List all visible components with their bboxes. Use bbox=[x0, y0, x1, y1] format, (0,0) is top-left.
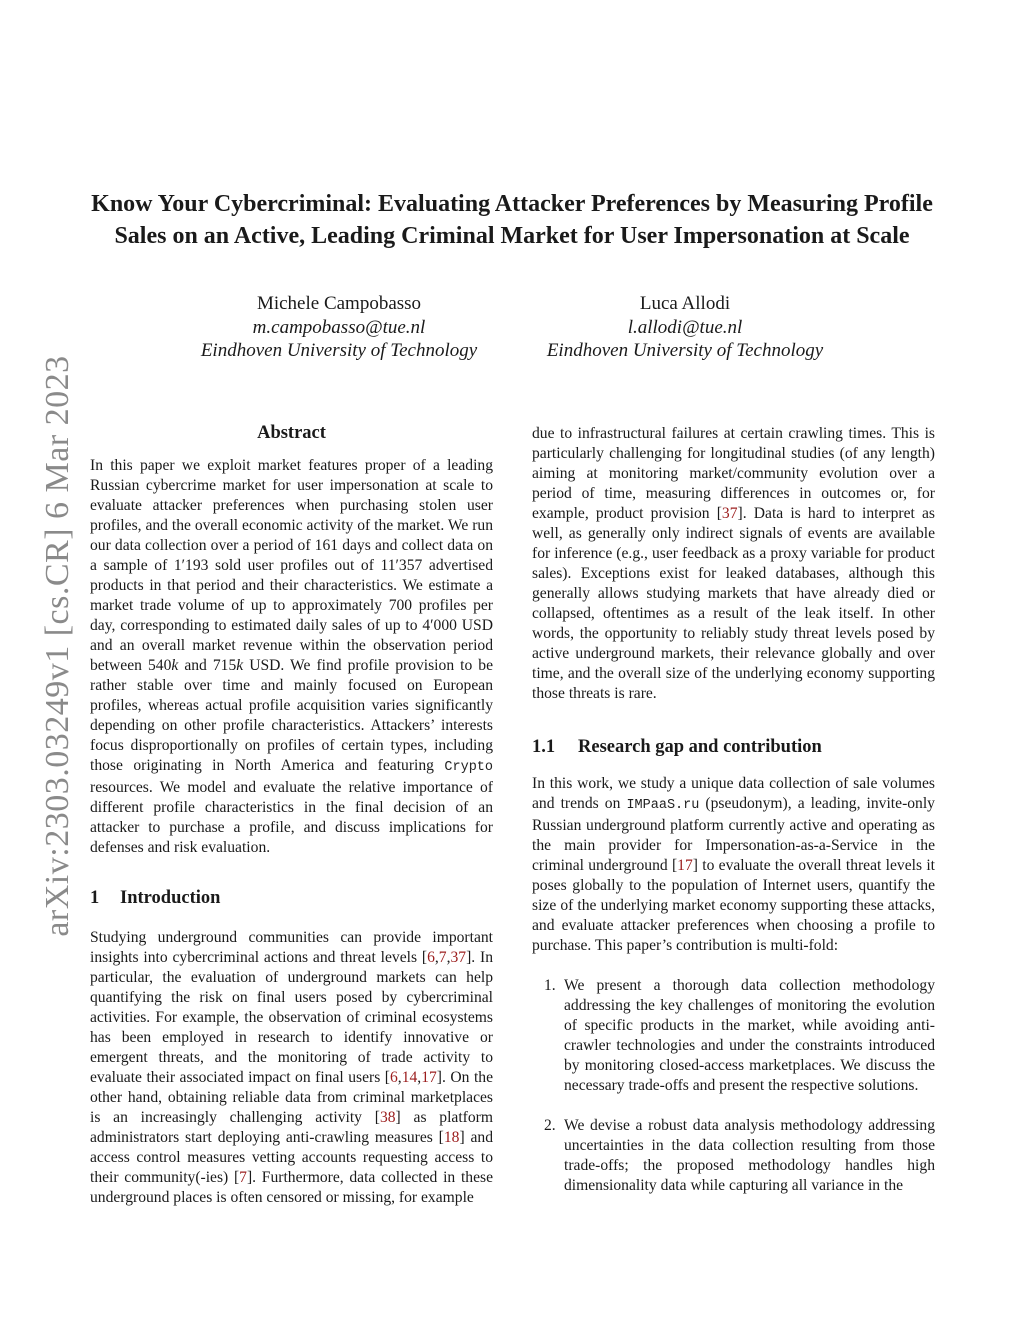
abstract-heading: Abstract bbox=[257, 423, 326, 443]
code-crypto: Crypto bbox=[444, 760, 493, 775]
citation-link[interactable]: 38 bbox=[379, 1109, 396, 1126]
arxiv-identifier: arXiv:2303.03249v1 [cs.CR] 6 Mar 2023 bbox=[39, 355, 76, 937]
citation-link[interactable]: 17 bbox=[677, 857, 693, 874]
introduction-heading: 1 Introduction bbox=[90, 888, 221, 908]
author-block-2 bbox=[524, 292, 846, 363]
citation-link[interactable]: 37 bbox=[450, 949, 467, 966]
citation-link[interactable]: 37 bbox=[721, 505, 738, 522]
list-item: 1. We present a thorough data collection methodology addressing the key challenges of monitoring the evolution of specific products in the market, while avoiding anti-crawler technologies and under the constraints introduced by monitoring closed-access marketplaces. We discuss the necessary trade-offs and present the respective solutions. bbox=[544, 977, 935, 1094]
left-column bbox=[90, 420, 493, 1208]
citation-link[interactable]: 6 bbox=[427, 949, 435, 966]
citation-link[interactable]: 18 bbox=[443, 1129, 460, 1146]
paper-title: Know Your Cybercriminal: Evaluating Attacker Preferences by Measuring Profile Sales on an Active, Leading Criminal Market for User Impersonation at Scale bbox=[91, 191, 933, 249]
introduction-continuation: due to infrastructural failures at certain crawling times. This is particularly challenging for longitudinal studies (of any length) aiming at monitoring market/community evolution over a period of time, measuring differences in outcomes or, for example, product provision [37]. Data is hard to interpret as well, as generally only indirect signals of events are available for inference (e.g., user feedback as a proxy variable for product sales). Exceptions exist for leaked databases, although this generally allows studying markets that have already died or collapsed, oftentimes as a result of the leak itself. In other words, the opportunity to reliably study threat levels posed by active underground markets, their relevance globally and over time, and the overall size of the underlying economy supporting those threats is rare. bbox=[532, 425, 936, 702]
author-email[interactable]: m.campobasso@tue.nl bbox=[252, 316, 426, 338]
author-name: Michele Campobasso bbox=[256, 293, 422, 314]
author-email[interactable]: l.allodi@tue.nl bbox=[627, 316, 743, 338]
introduction-paragraph: Studying underground communities can provide important insights into cybercriminal actions and threat levels [6,7,37]. In particular, the evaluation of underground markets can help quantifying the risk on final users posed by cybercriminal activities. For example, the observation of criminal ecosystems has been employed in research to identify innovative or emergent threats, and the monitoring of trade activity to evaluate their associated impact on final users [6,14,17]. On the other hand, obtaining reliable data from criminal marketplaces is an increasingly challenging activity [38] as platform administrators start deploying anti-crawling measures [18] and access control measures vetting accounts requesting access to their community(-ies) [7]. Furthermore, data collected in these underground places is often censored or missing, for example bbox=[90, 929, 494, 1206]
author-affiliation: Eindhoven University of Technology bbox=[200, 340, 478, 361]
citation-link[interactable]: 7 bbox=[239, 1169, 247, 1186]
author-name: Luca Allodi bbox=[639, 293, 731, 314]
citation-link[interactable]: 6 bbox=[390, 1069, 398, 1086]
right-column bbox=[532, 424, 935, 1216]
contribution-list bbox=[532, 976, 935, 1196]
citation-link[interactable]: 14 bbox=[401, 1069, 418, 1086]
author-affiliation: Eindhoven University of Technology bbox=[546, 340, 824, 361]
code-impaas: IMPaaS.ru bbox=[626, 798, 700, 813]
citation-link[interactable]: 7 bbox=[438, 949, 447, 966]
abstract-text: In this paper we exploit market features proper of a leading Russian cybercrime market for user impersonation at scale to evaluate attacker preferences when purchasing stolen user profiles, and the overall economic activity of the market. We run our data collection over a period of 161 days and collect data on a sample of 1′193 sold user profiles out of 11′357 advertised products in that period and their characteristics. We estimate a market trade volume of up to approximately 700 profiles per day, corresponding to estimated daily sales of up to 4′000 USD and an overall market revenue within the observation period between 540k and 715k USD. We find profile provision to be rather stable over time and mainly focused on European profiles, whereas actual profile acquisition varies significantly depending on other profile characteristics. Attackers’ interests focus disproportionally on profiles of certain types, including those originating in North America and featuring Crypto resources. We model and evaluate the relative importance of different profile characteristics in the final decision of an attacker to purchase a profile, and discuss implications for defenses and risk evaluation. bbox=[90, 457, 494, 856]
citation-link[interactable]: 17 bbox=[421, 1069, 437, 1086]
research-gap-heading: 1.1 Research gap and contribution bbox=[532, 737, 822, 757]
author-block-1 bbox=[178, 292, 500, 363]
list-item: 2. We devise a robust data analysis methodology addressing uncertainties in the data collection resulting from those trade-offs; the proposed methodology handles high dimensionality data while capturing all variance in the bbox=[544, 1117, 935, 1194]
research-gap-paragraph: In this work, we study a unique data collection of sale volumes and trends on IMPaaS.ru (pseudonym), a leading, invite-only Russian underground platform currently active and operating as the main provider for Impersonation-as-a-Service in the criminal underground [17] to evaluate the overall threat levels it poses globally to the population of Internet users, quantify the size of the underlying market economy supporting these attacks, and evaluate attacker preferences when choosing a profile to purchase. This paper’s contribution is multi-fold: bbox=[532, 775, 935, 954]
